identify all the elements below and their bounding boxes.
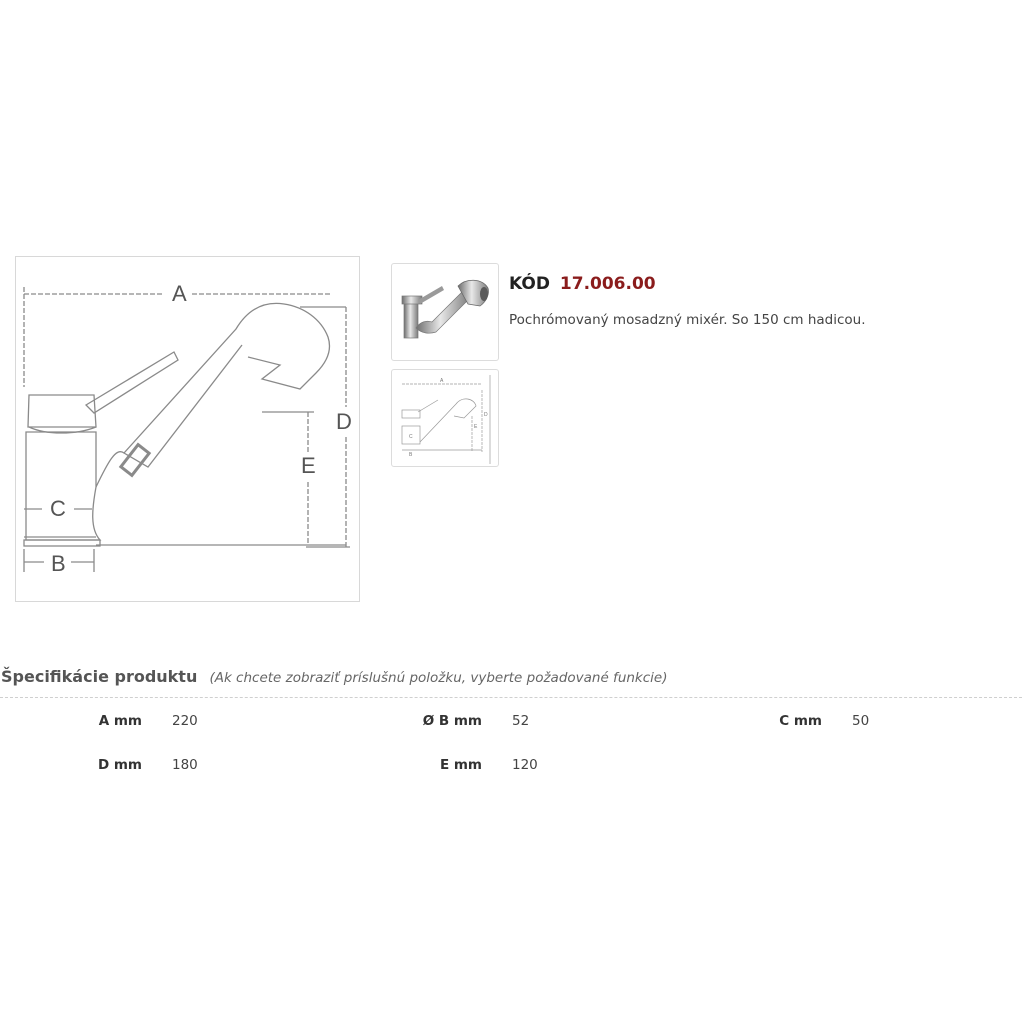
technical-drawing-icon	[392, 370, 498, 466]
product-photo-thumbnail[interactable]	[391, 263, 499, 361]
spec-label-e: E mm	[439, 757, 482, 773]
technical-drawing-thumbnail[interactable]	[391, 369, 499, 467]
specifications-hint: (Ak chcete zobraziť príslušnú položku, vyberte požadované funkcie)	[209, 670, 668, 686]
spec-value-b: 52	[512, 713, 530, 729]
product-description: Pochrómovaný mosadzný mixér. So 150 cm hadicou.	[509, 312, 866, 328]
diagram-label-e: E	[301, 453, 316, 478]
diagram-label-d: D	[336, 409, 352, 434]
spec-label-c: C mm	[779, 713, 822, 729]
product-code-label: KÓD	[509, 274, 550, 294]
spec-label-b: Ø B mm	[422, 713, 482, 729]
diagram-label-b: B	[51, 551, 66, 576]
svg-text:E: E	[474, 424, 478, 430]
specifications-divider	[0, 697, 1022, 698]
spec-value-d: 180	[172, 757, 198, 773]
product-code	[509, 274, 656, 294]
svg-text:D: D	[484, 412, 488, 418]
faucet-technical-drawing	[16, 257, 359, 601]
svg-text:A: A	[440, 378, 444, 384]
spec-value-c: 50	[852, 713, 870, 729]
spec-label-a: A mm	[98, 713, 142, 729]
diagram-label-a: A	[172, 281, 187, 306]
svg-text:C: C	[409, 434, 413, 440]
spec-value-a: 220	[172, 713, 198, 729]
spec-label-d: D mm	[97, 757, 142, 773]
svg-text:B: B	[409, 452, 413, 458]
specifications-title: Špecifikácie produktu	[1, 667, 198, 686]
spec-value-e: 120	[512, 757, 538, 773]
specifications-header	[1, 667, 668, 686]
diagram-label-c: C	[50, 496, 66, 521]
faucet-photo-icon	[392, 264, 498, 360]
product-code-value: 17.006.00	[559, 274, 656, 294]
main-product-image	[15, 256, 360, 602]
